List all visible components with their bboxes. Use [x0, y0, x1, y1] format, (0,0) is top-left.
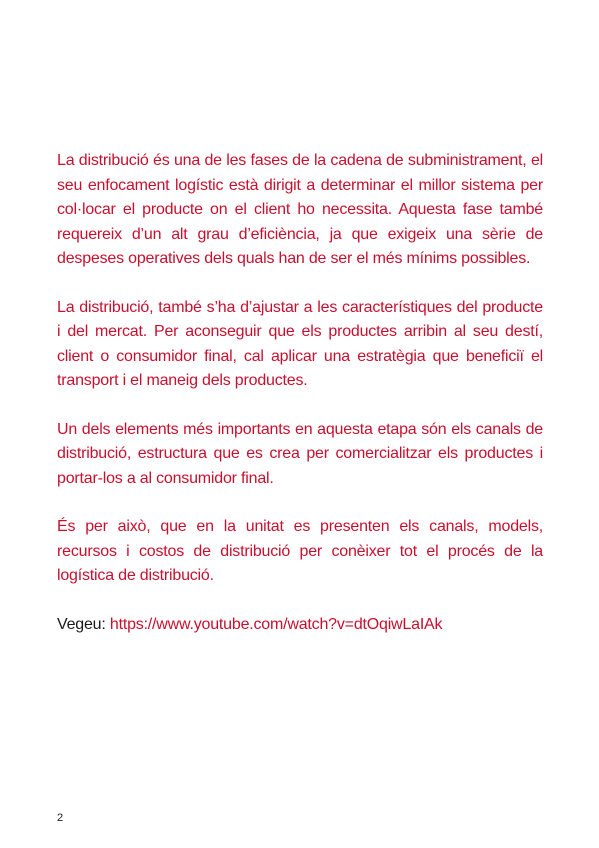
paragraph-3: Un dels elements més importants en aquesta etapa són els canals de distribució, estructura que es crea per comercialitzar els productes i portar-los a al consumidor final.: [57, 420, 543, 487]
youtube-link[interactable]: https://www.youtube.com/watch?v=dtOqiwLaIAk: [109, 615, 443, 633]
reference-label: Vegeu:: [57, 615, 110, 633]
paragraph-1: La distribució és una de les fases de la cadena de subministrament, el seu enfocament logístic està dirigit a determinar el millor sistema per col·locar el producte on el client ho necessita. Aquesta fase també requereix d’un alt grau d’eficiència, ja que exigeix una sèrie de despeses operatives dels quals han de ser el més mínims possibles.: [57, 152, 543, 267]
reference-line: [57, 613, 543, 638]
paragraph-4: És per això, que en la unitat es presenten els canals, models, recursos i costos de distribució per conèixer tot el procés de la logística de distribució.: [57, 518, 543, 584]
paragraph-2: La distribució, també s’ha d’ajustar a les característiques del producte i del mercat. Per aconseguir que els productes arribin al seu destí, client o consumidor final, cal aplicar una estratègia que beneficiï el transport i el maneig dels productes.: [57, 298, 543, 389]
page-number: 2: [57, 812, 64, 824]
body-content: [57, 149, 543, 661]
